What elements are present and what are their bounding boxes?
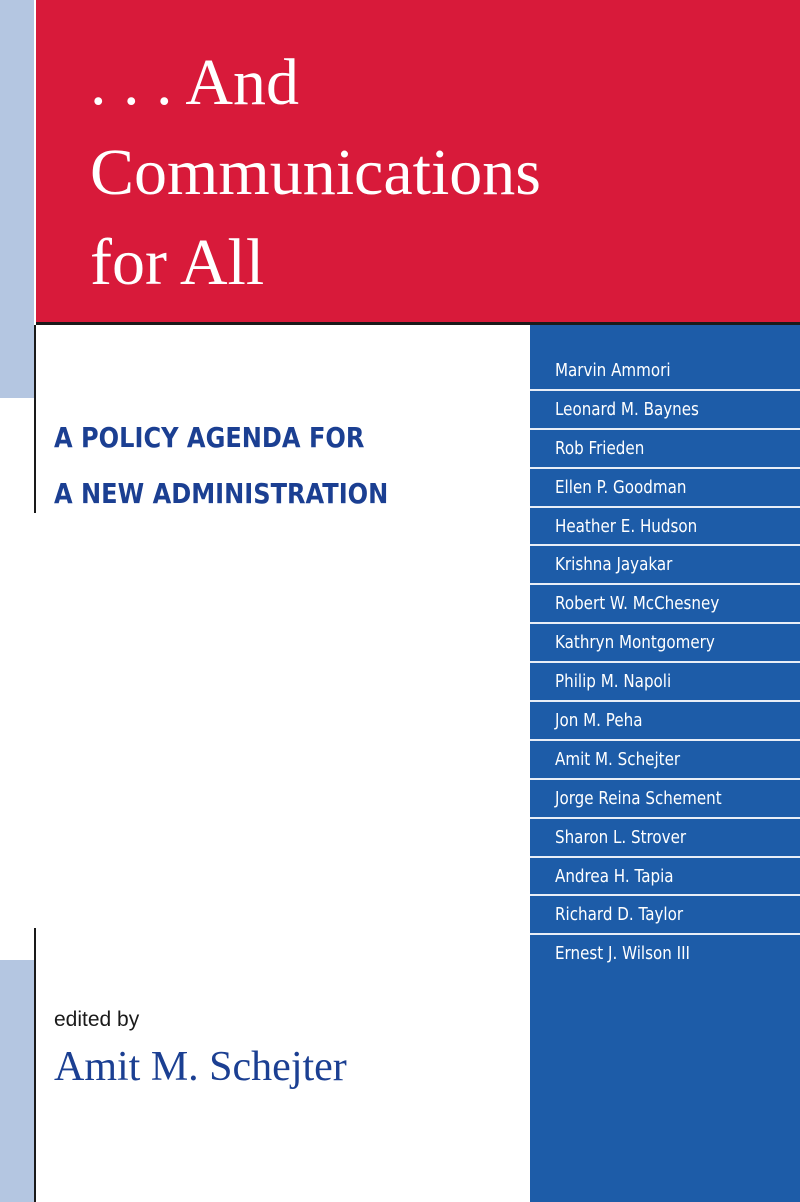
title-line-2: Communications	[90, 136, 541, 209]
contributor-name: Rob Frieden	[555, 437, 645, 459]
subtitle-line-2: A NEW ADMINISTRATION	[54, 477, 389, 510]
contributor-name: Robert W. McChesney	[555, 593, 720, 615]
contributor-item	[530, 780, 800, 819]
contributor-name: Marvin Ammori	[555, 360, 671, 381]
contributor-item	[530, 391, 800, 430]
contributor-name: Sharon L. Strover	[555, 826, 687, 848]
contributor-item	[530, 663, 800, 702]
contributor-item	[530, 935, 800, 972]
contributor-name: Ellen P. Goodman	[555, 476, 687, 498]
editor-name: Amit M. Schejter	[54, 1044, 347, 1090]
contributor-name: Kathryn Montgomery	[555, 632, 715, 654]
contributor-item	[530, 819, 800, 858]
contributor-name: Heather E. Hudson	[555, 515, 698, 537]
divider-line-lower	[34, 928, 36, 1202]
book-title	[90, 38, 541, 308]
contributor-name: Krishna Jayakar	[555, 554, 673, 576]
subtitle-line-1: A POLICY AGENDA FOR	[54, 421, 365, 454]
contributor-item	[530, 508, 800, 547]
contributor-item	[530, 469, 800, 508]
contributor-name: Leonard M. Baynes	[555, 398, 699, 420]
editor-label: edited by	[54, 1008, 140, 1031]
contributor-item	[530, 624, 800, 663]
contributor-name: Ernest J. Wilson III	[555, 943, 690, 965]
left-accent-strip-bottom	[0, 960, 34, 1202]
book-subtitle	[54, 410, 388, 522]
title-line-1: . . . And	[90, 46, 300, 119]
contributor-name: Andrea H. Tapia	[555, 865, 674, 887]
contributor-item	[530, 585, 800, 624]
contributor-item	[530, 430, 800, 469]
contributors-panel	[530, 325, 800, 1202]
contributor-name: Jorge Reina Schement	[555, 787, 722, 809]
contributor-item	[530, 702, 800, 741]
contributor-name: Amit M. Schejter	[555, 748, 681, 770]
contributor-item	[530, 352, 800, 391]
title-block	[36, 0, 800, 325]
contributor-name: Richard D. Taylor	[555, 904, 684, 926]
contributor-item	[530, 741, 800, 780]
contributor-name: Jon M. Peha	[555, 710, 643, 732]
title-line-3: for All	[90, 226, 265, 299]
left-accent-strip-top	[0, 0, 34, 398]
contributor-item	[530, 546, 800, 585]
divider-line-upper	[34, 325, 36, 513]
contributor-list	[530, 352, 800, 972]
contributor-name: Philip M. Napoli	[555, 671, 672, 693]
contributor-item	[530, 858, 800, 897]
contributor-item	[530, 896, 800, 935]
